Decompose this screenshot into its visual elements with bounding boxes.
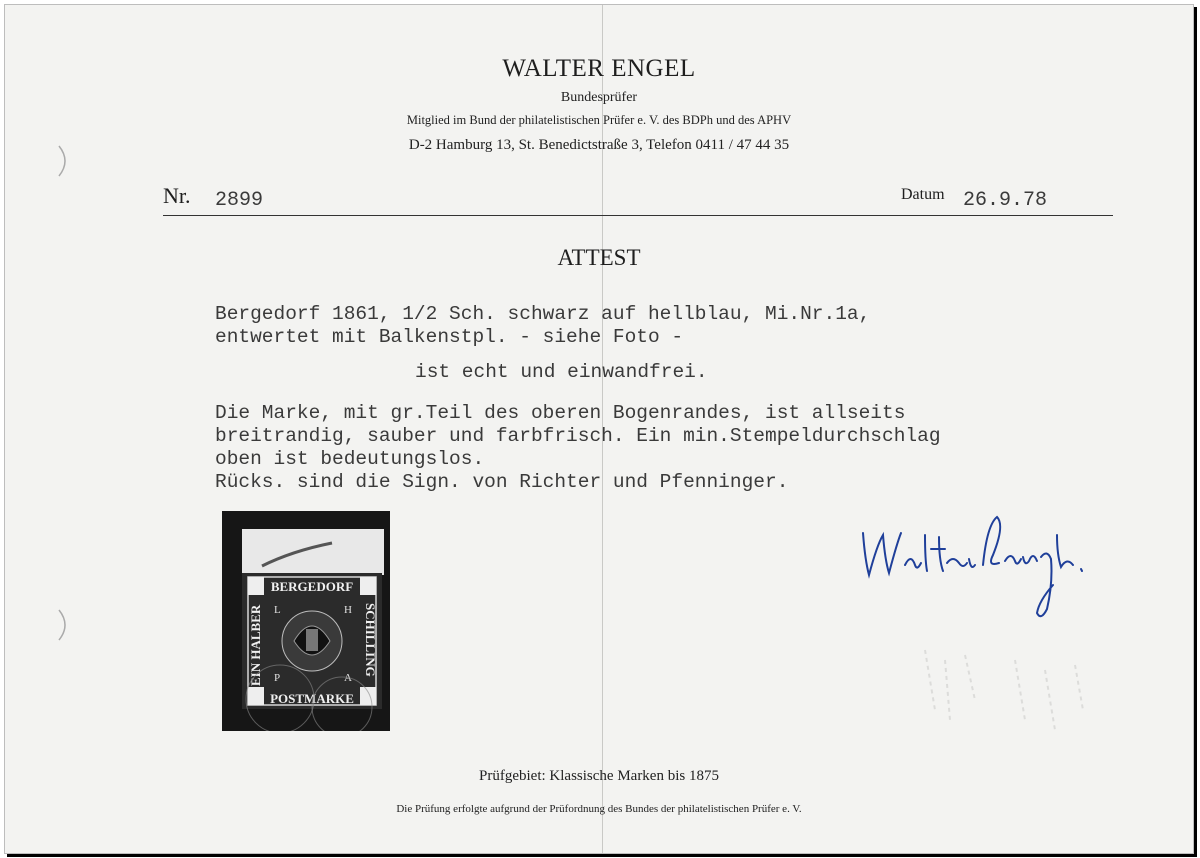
certificate-sheet bbox=[4, 4, 1194, 854]
stamp-image bbox=[222, 511, 390, 731]
datum-label: Datum bbox=[901, 186, 945, 203]
attest-line: Rücks. sind die Sign. von Richter und Pfenninger. bbox=[215, 471, 789, 493]
stamp-corner-letter: H bbox=[344, 604, 352, 616]
membership-line: Mitglied im Bund der philatelistischen Prüfer e. V. des BDPh und des APHV bbox=[406, 113, 792, 127]
examination-regulation-note: Die Prüfung erfolgte aufgrund der Prüfordnung des Bundes der philatelistischen Prüfer e. V. bbox=[396, 803, 802, 815]
stamp-bottom-text: POSTMARKE bbox=[270, 691, 354, 706]
address-line: D-2 Hamburg 13, St. Benedictstraße 3, Telefon 0411 / 47 44 35 bbox=[408, 137, 790, 153]
header-rule bbox=[163, 215, 1113, 216]
nr-label: Nr. bbox=[163, 183, 191, 208]
attest-line: oben ist bedeutungslos. bbox=[215, 448, 485, 470]
examiner-name: WALTER ENGEL bbox=[502, 55, 696, 82]
stamp-corner-letter: L bbox=[274, 604, 281, 616]
stamp-right-text: SCHILLING bbox=[363, 603, 378, 677]
show-through-marks bbox=[905, 630, 1105, 740]
stamp-top-text: BERGEDORF bbox=[270, 579, 354, 594]
attest-line: entwertet mit Balkenstpl. - siehe Foto - bbox=[215, 326, 684, 348]
examination-field: Prüfgebiet: Klassische Marken bis 1875 bbox=[479, 768, 719, 784]
punch-hole-mark bbox=[55, 608, 75, 642]
stamp-left-text: EIN HALBER bbox=[248, 604, 263, 686]
certificate-date: 26.9.78 bbox=[963, 189, 1048, 212]
stamp-photo bbox=[222, 511, 390, 731]
castle-emblem bbox=[306, 629, 318, 651]
examiner-title: Bundesprüfer bbox=[560, 90, 638, 105]
attest-line: Bergedorf 1861, 1/2 Sch. schwarz auf hellblau, Mi.Nr.1a, bbox=[215, 303, 871, 325]
stamp-corner-letter: A bbox=[344, 672, 352, 684]
certificate-number: 2899 bbox=[215, 189, 264, 212]
attest-line: Die Marke, mit gr.Teil des oberen Bogenrandes, ist allseits bbox=[215, 402, 906, 424]
attest-verdict: ist echt und einwandfrei. bbox=[415, 361, 708, 383]
attest-line: breitrandig, sauber und farbfrisch. Ein min.Stempeldurchschlag bbox=[215, 425, 941, 447]
attest-heading: ATTEST bbox=[557, 245, 641, 270]
stamp-corner-letter: P bbox=[274, 672, 281, 684]
examiner-signature bbox=[855, 505, 1085, 630]
